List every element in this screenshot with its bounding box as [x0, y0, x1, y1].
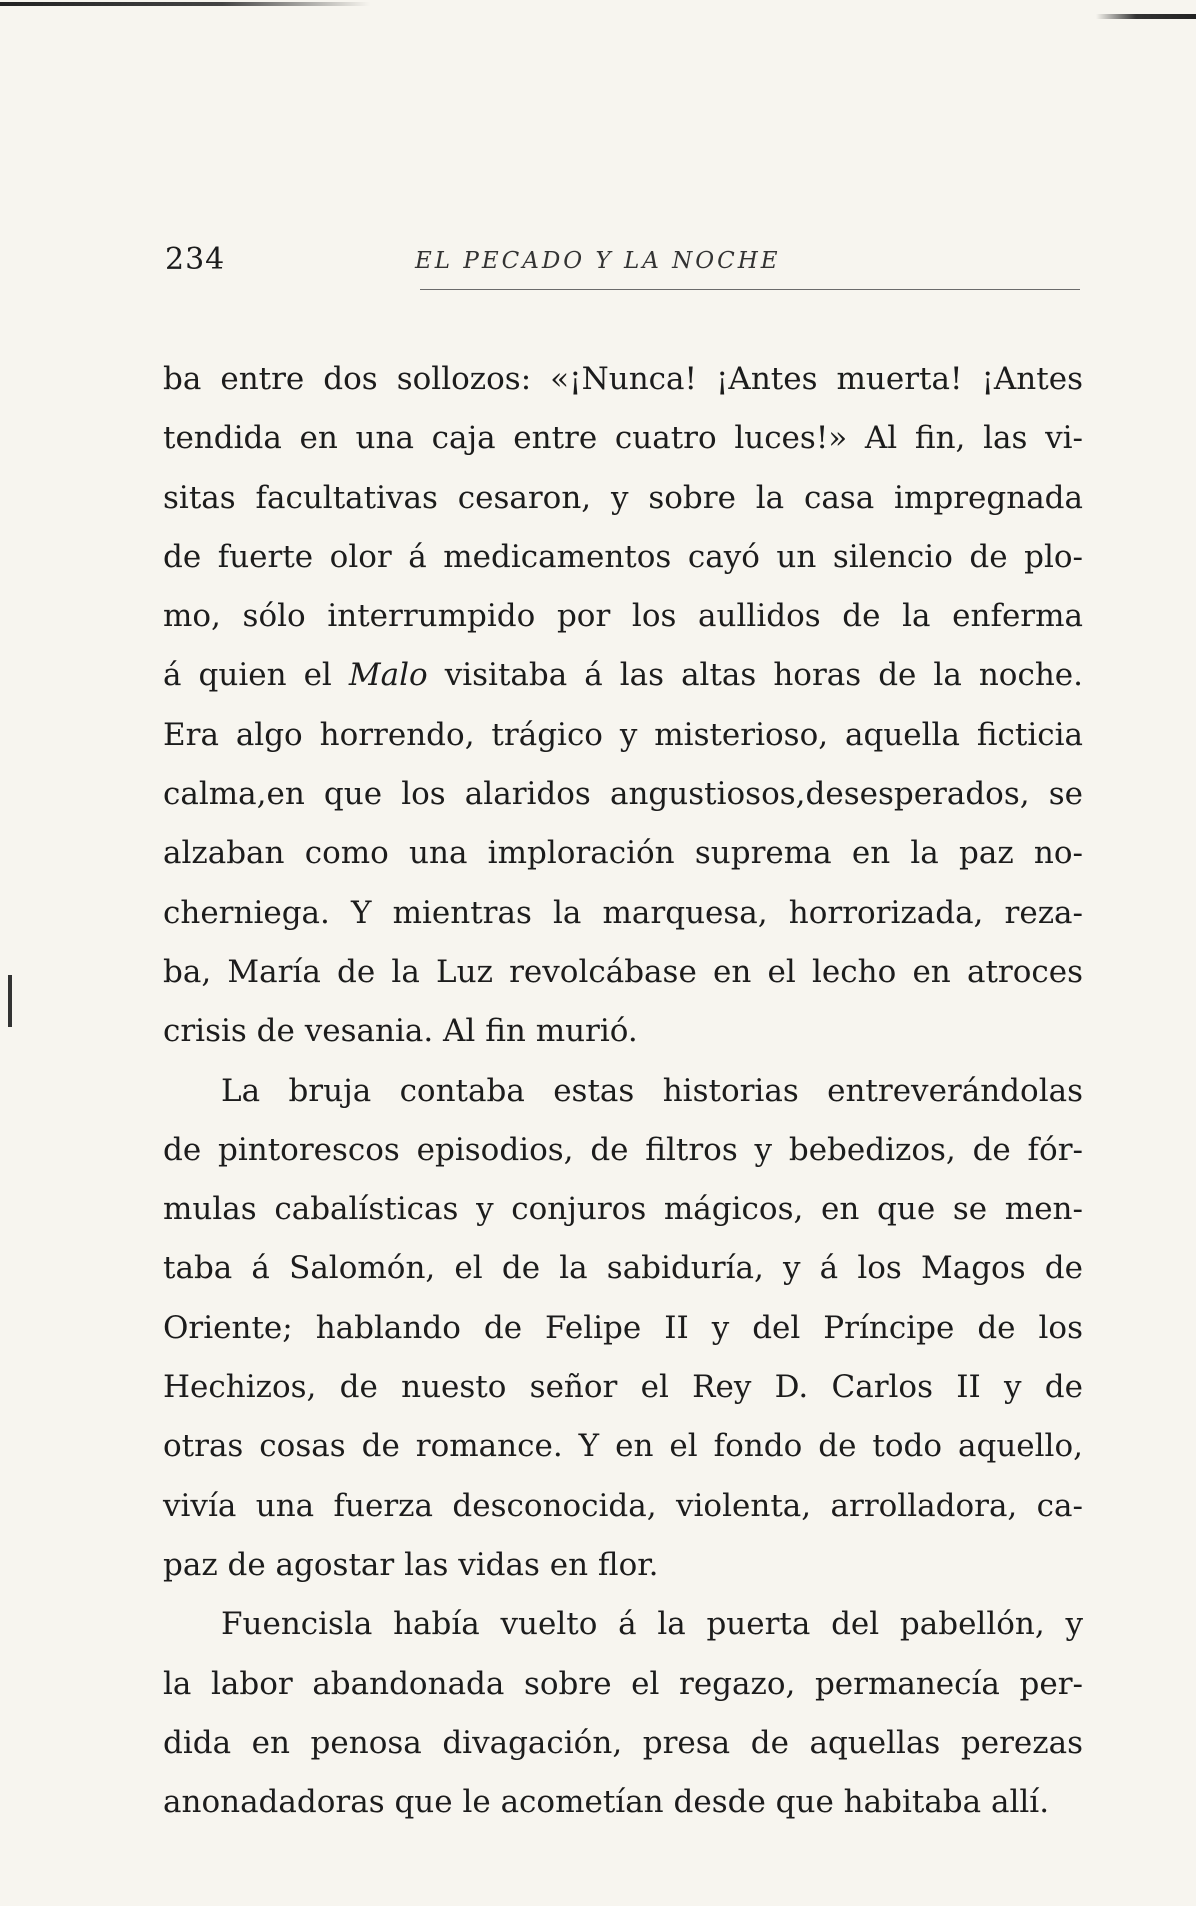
body-text: [163, 350, 1083, 1832]
text-segment: á quien el: [163, 657, 349, 694]
text-line: alzaban como una imploración suprema en la paz no-: [163, 835, 1083, 872]
text-line: mo, sólo interrumpido por los aullidos de la enferma: [163, 598, 1083, 635]
text-line: dida en penosa divagación, presa de aquellas perezas: [163, 1724, 1083, 1761]
page-header: [165, 242, 1085, 282]
text-line: calma,en que los alaridos angustiosos,desesperados, se: [163, 776, 1083, 813]
scan-edge-mark: [1096, 14, 1196, 19]
text-line: de pintorescos episodios, de filtros y bebedizos, de fór-: [163, 1131, 1083, 1168]
text-line: otras cosas de romance. Y en el fondo de todo aquello,: [163, 1428, 1083, 1465]
text-line: anonadadoras que le acometían desde que habitaba allí.: [163, 1784, 1050, 1821]
text-line: cherniega. Y mientras la marquesa, horrorizada, reza-: [163, 894, 1083, 931]
italic-word: Malo: [348, 657, 428, 694]
header-rule: [420, 289, 1080, 290]
text-line: ba, María de la Luz revolcábase en el lecho en atroces: [163, 953, 1083, 990]
text-line: Hechizos, de nuesto señor el Rey D. Carlos II y de: [163, 1369, 1083, 1406]
running-title: EL PECADO Y LA NOCHE: [415, 248, 781, 274]
text-line: tendida en una caja entre cuatro luces!» Al fin, las vi-: [163, 420, 1083, 457]
text-line: de fuerte olor á medicamentos cayó un silencio de plo-: [163, 538, 1083, 575]
text-line: la labor abandonada sobre el regazo, permanecía per-: [163, 1665, 1083, 1702]
scan-edge-mark: [8, 975, 12, 1027]
text-segment: visitaba á las altas horas de la noche.: [427, 657, 1083, 694]
text-line: crisis de vesania. Al fin murió.: [163, 1013, 638, 1050]
text-line: ba entre dos sollozos: «¡Nunca! ¡Antes muerta! ¡Antes: [163, 361, 1083, 397]
text-line: vivía una fuerza desconocida, violenta, arrolladora, ca-: [163, 1487, 1083, 1524]
scan-edge-mark: [0, 2, 370, 6]
text-line: sitas facultativas cesaron, y sobre la casa impregnada: [163, 479, 1083, 516]
text-line: La bruja contaba estas historias entreverándolas: [221, 1072, 1083, 1109]
text-line: Oriente; hablando de Felipe II y del Príncipe de los: [163, 1309, 1083, 1346]
text-line: paz de agostar las vidas en flor.: [163, 1546, 659, 1583]
text-line: [163, 646, 1083, 705]
page-number: 234: [165, 242, 226, 277]
text-line: taba á Salomón, el de la sabiduría, y á los Magos de: [163, 1250, 1083, 1287]
text-line: Fuencisla había vuelto á la puerta del pabellón, y: [221, 1606, 1083, 1643]
text-line: mulas cabalísticas y conjuros mágicos, en que se men-: [163, 1191, 1083, 1228]
text-line: Era algo horrendo, trágico y misterioso, aquella ficticia: [163, 716, 1083, 753]
